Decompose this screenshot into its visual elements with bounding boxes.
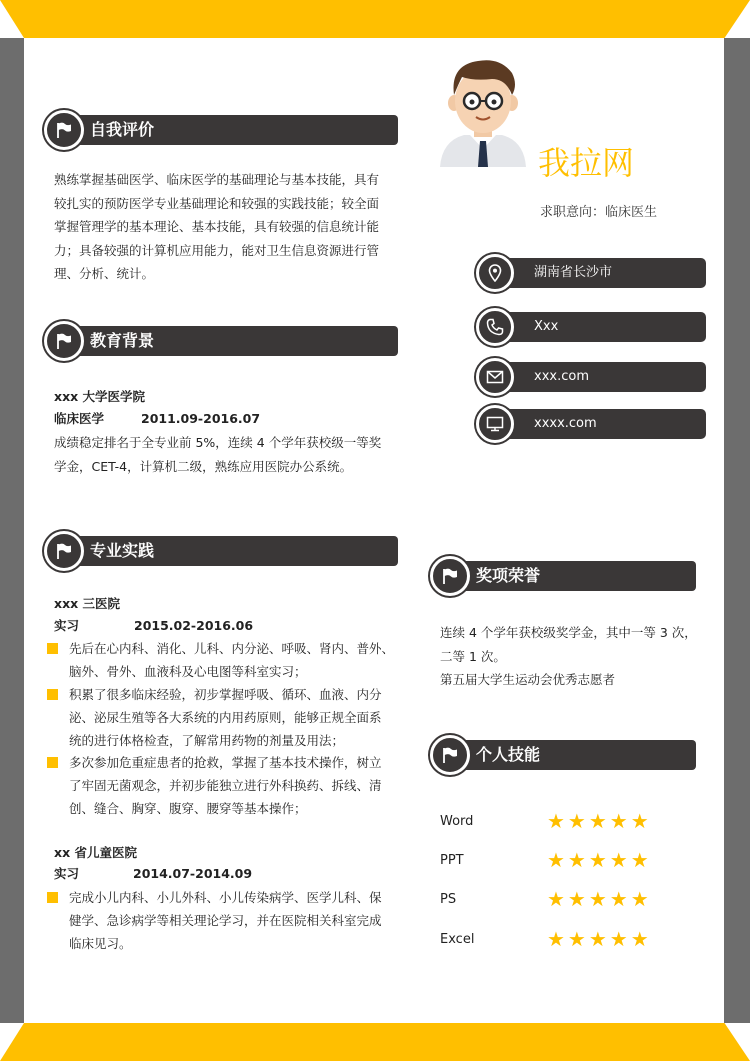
job-bullet xyxy=(69,637,404,683)
avatar xyxy=(434,55,532,167)
person-name: 我拉网 xyxy=(538,144,635,182)
bullet-line: 积累了很多临床经验，初步掌握呼吸、循环、血液、内分 xyxy=(69,687,382,702)
bullet-line: 了牢固无菌观念，并初步能独立进行外科换药、拆线、清 xyxy=(69,778,382,793)
job-intent: 求职意向：临床医生 xyxy=(540,205,658,220)
frame-left xyxy=(0,38,24,1023)
self-eval-line: 熟练掌握基础医学、临床医学的基础理论与基本技能，具有 xyxy=(54,172,380,187)
section-header-education xyxy=(44,326,398,356)
education-major: 临床医学 xyxy=(54,411,105,426)
self-eval-text xyxy=(54,168,404,286)
awards-line: 连续 4 个学年获校级奖学金，其中一等 3 次， xyxy=(440,625,697,640)
awards-line: 第五届大学生运动会优秀志愿者 xyxy=(440,672,616,687)
mail-icon xyxy=(476,358,514,396)
bullet-line: 泌、泌尿生殖等各大系统的内用药原则，能够正规全面系 xyxy=(69,710,382,725)
bullet-line: 脑外、骨外、血液科及心电图等科室实习； xyxy=(69,664,307,679)
flag-icon xyxy=(430,735,470,775)
self-eval-line: 理、分析、统计。 xyxy=(54,266,155,281)
section-title: 专业实践 xyxy=(90,541,155,560)
contact-mail xyxy=(476,362,706,392)
skill-rating-stars: ★★★★★ xyxy=(547,887,652,911)
bullet-square xyxy=(47,892,58,903)
education-school: xxx 大学医学院 xyxy=(54,389,146,404)
job-bullet xyxy=(69,683,404,752)
section-header-self-eval xyxy=(44,115,398,145)
job-org: xx 省儿童医院 xyxy=(54,845,137,860)
self-eval-line: 掌握管理学的基本理论、基本技能，具有较强的信息统计能 xyxy=(54,219,380,234)
monitor-icon xyxy=(476,405,514,443)
education-line: 成绩稳定排名于全专业前 5%，连续 4 个学年获校级一等奖 xyxy=(54,435,382,450)
contact-web xyxy=(476,409,706,439)
contact-mail-text: xxx.com xyxy=(534,369,589,384)
flag-icon xyxy=(430,556,470,596)
phone-icon xyxy=(476,308,514,346)
section-title: 自我评价 xyxy=(90,120,155,139)
contact-web-text: xxxx.com xyxy=(534,416,597,431)
education-period: 2011.09-2016.07 xyxy=(141,411,261,426)
contact-bar xyxy=(492,312,706,342)
bullet-square xyxy=(47,643,58,654)
skill-name: PS xyxy=(440,892,457,907)
bullet-line: 临床见习。 xyxy=(69,936,132,951)
skill-rating-stars: ★★★★★ xyxy=(547,848,652,872)
top-band xyxy=(0,0,750,38)
contact-phone-text: Xxx xyxy=(534,319,559,334)
job-role: 实习 xyxy=(54,618,80,633)
job-bullet xyxy=(69,886,404,955)
section-title: 奖项荣誉 xyxy=(476,566,541,585)
skill-rating-stars: ★★★★★ xyxy=(547,927,652,951)
section-header-practice xyxy=(44,536,398,566)
contact-bar xyxy=(492,409,706,439)
contact-bar xyxy=(492,362,706,392)
flag-icon xyxy=(44,531,84,571)
bullet-square xyxy=(47,689,58,700)
skill-name: Excel xyxy=(440,932,475,947)
education-detail xyxy=(54,431,404,478)
bullet-line: 创、缝合、胸穿、腹穿、腰穿等基本操作； xyxy=(69,801,307,816)
job-period: 2014.07-2014.09 xyxy=(133,866,253,881)
bullet-line: 先后在心内科、消化、儿科、内分泌、呼吸、肾内、普外、 xyxy=(69,641,395,656)
contact-location xyxy=(476,258,706,288)
flag-icon xyxy=(44,110,84,150)
job-role: 实习 xyxy=(54,866,80,881)
bullet-line: 多次参加危重症患者的抢救，掌握了基本技术操作，树立 xyxy=(69,755,382,770)
job-bullet xyxy=(69,751,404,820)
awards-line: 二等 1 次。 xyxy=(440,648,506,664)
frame-right xyxy=(724,38,750,1023)
self-eval-line: 力；具备较强的计算机应用能力，能对卫生信息资源进行管 xyxy=(54,242,380,258)
contact-location-text: 湖南省长沙市 xyxy=(534,265,613,280)
section-title: 个人技能 xyxy=(476,745,541,764)
education-line: 学金，CET-4，计算机二级，熟练应用医院办公系统。 xyxy=(54,458,353,474)
section-header-skills xyxy=(430,740,696,770)
flag-icon xyxy=(44,321,84,361)
bullet-line: 完成小儿内科、小儿外科、小儿传染病学、医学儿科、保 xyxy=(69,890,382,905)
awards-text xyxy=(440,621,720,692)
skill-rating-stars: ★★★★★ xyxy=(547,809,652,833)
job-org: xxx 三医院 xyxy=(54,596,121,611)
bottom-band xyxy=(0,1023,750,1061)
self-eval-line: 较扎实的预防医学专业基础理论和较强的实践技能；较全面 xyxy=(54,195,380,211)
skill-name: PPT xyxy=(440,853,464,868)
contact-phone xyxy=(476,312,706,342)
location-icon xyxy=(476,254,514,292)
section-title: 教育背景 xyxy=(90,331,155,350)
bullet-line: 健学、急诊病学等相关理论学习，并在医院相关科室完成 xyxy=(69,913,382,928)
bullet-line: 统的进行体格检查，了解常用药物的剂量及用法； xyxy=(69,733,345,748)
section-header-awards xyxy=(430,561,696,591)
job-period: 2015.02-2016.06 xyxy=(134,618,254,633)
bullet-square xyxy=(47,757,58,768)
skill-name: Word xyxy=(440,814,474,829)
